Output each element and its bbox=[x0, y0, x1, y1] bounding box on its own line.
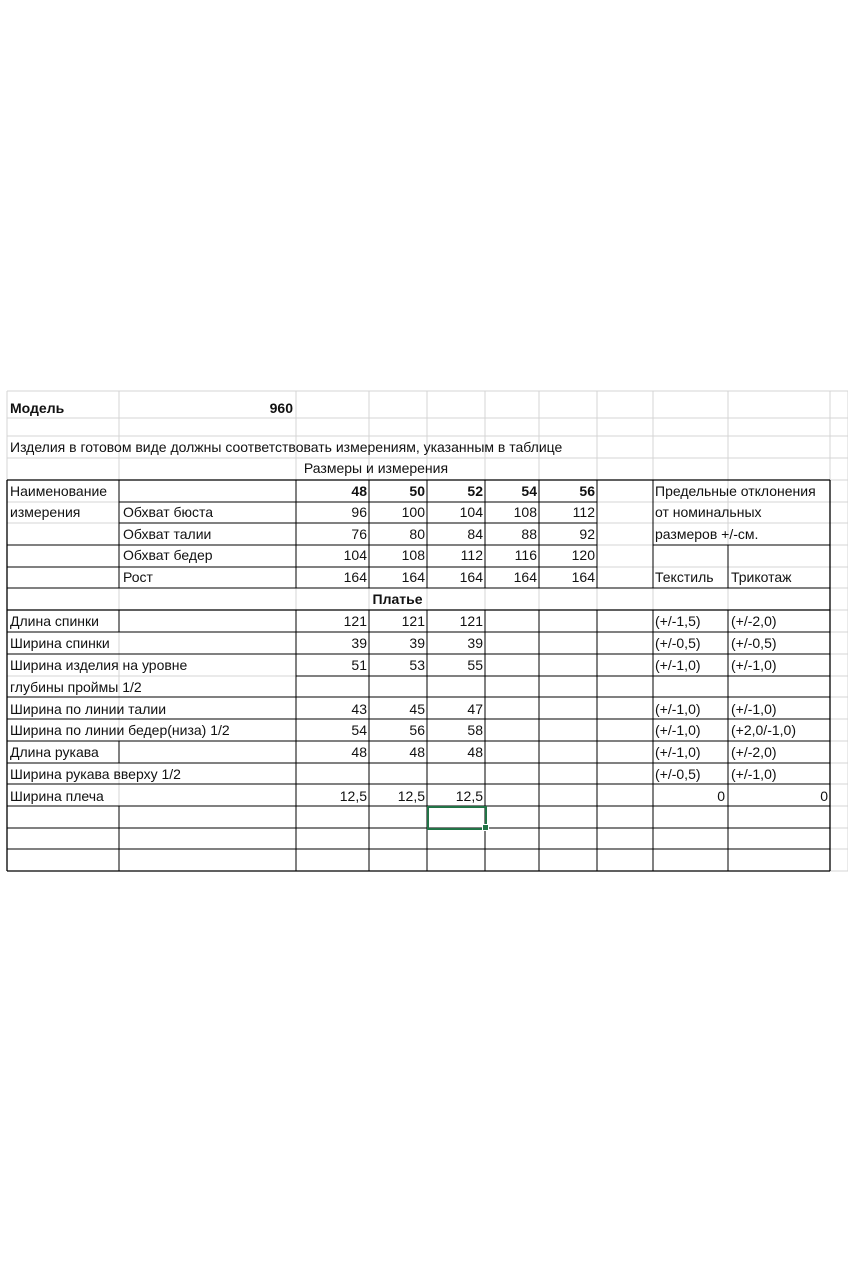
row-value[interactable]: 48 bbox=[467, 744, 483, 760]
row-label[interactable]: Ширина изделия на уровне bbox=[10, 657, 188, 673]
measure-value[interactable]: 108 bbox=[401, 547, 425, 563]
row-textile[interactable]: (+/-0,5) bbox=[655, 635, 701, 651]
deviation-header-line1[interactable]: Предельные отклонения bbox=[655, 483, 816, 499]
row-label[interactable]: Ширина плеча bbox=[10, 788, 104, 804]
size-50-header[interactable]: 50 bbox=[409, 483, 425, 499]
row-knit[interactable]: (+/-2,0) bbox=[731, 613, 777, 629]
sizes-header[interactable]: Размеры и измерения bbox=[303, 460, 449, 476]
measure-value[interactable]: 76 bbox=[351, 526, 367, 542]
row-textile[interactable]: (+/-0,5) bbox=[655, 766, 701, 782]
row-value[interactable]: 47 bbox=[467, 701, 483, 717]
size-52-header[interactable]: 52 bbox=[467, 483, 483, 499]
fill-handle[interactable] bbox=[482, 824, 489, 831]
measure-label[interactable]: Обхват бюста bbox=[123, 504, 214, 520]
row-value[interactable]: 121 bbox=[343, 613, 367, 629]
size-56-header[interactable]: 56 bbox=[579, 483, 595, 499]
row-knit[interactable]: (+/-2,0) bbox=[731, 744, 777, 760]
row-value[interactable]: 121 bbox=[459, 613, 483, 629]
measure-value[interactable]: 88 bbox=[521, 526, 537, 542]
row-label[interactable]: Ширина рукава вверху 1/2 bbox=[10, 766, 181, 782]
row-label[interactable]: Ширина по линии бедер(низа) 1/2 bbox=[10, 722, 230, 738]
measure-label[interactable]: Обхват бедер bbox=[123, 547, 213, 563]
row-value[interactable]: 12,5 bbox=[339, 788, 367, 804]
row-textile[interactable]: (+/-1,0) bbox=[655, 701, 701, 717]
row-label[interactable]: Ширина по линии талии bbox=[10, 701, 167, 717]
deviation-header-line3[interactable]: размеров +/-см. bbox=[655, 526, 759, 542]
note-text[interactable]: Изделия в готовом виде должны соответствовать измерениям, указанным в таблице bbox=[10, 439, 563, 455]
row-label[interactable]: глубины проймы 1/2 bbox=[10, 679, 142, 695]
row-value[interactable]: 58 bbox=[467, 722, 483, 738]
deviation-header-line2[interactable]: от номинальных bbox=[655, 504, 762, 520]
row-label[interactable]: Ширина спинки bbox=[10, 635, 110, 651]
measure-value[interactable]: 104 bbox=[343, 547, 367, 563]
name-header-line1[interactable]: Наименование bbox=[10, 483, 108, 499]
row-value[interactable]: 53 bbox=[409, 657, 425, 673]
row-textile[interactable]: (+/-1,0) bbox=[655, 744, 701, 760]
row-label[interactable]: Длина спинки bbox=[10, 613, 99, 629]
row-knit[interactable]: (+2,0/-1,0) bbox=[731, 722, 796, 738]
row-textile[interactable]: (+/-1,0) bbox=[655, 722, 701, 738]
measure-value[interactable]: 116 bbox=[514, 547, 537, 563]
row-value[interactable]: 55 bbox=[467, 657, 483, 673]
size-54-header[interactable]: 54 bbox=[521, 483, 537, 499]
measure-value[interactable]: 164 bbox=[401, 569, 425, 585]
row-value[interactable]: 39 bbox=[409, 635, 425, 651]
measure-value[interactable]: 84 bbox=[467, 526, 483, 542]
row-value[interactable]: 39 bbox=[467, 635, 483, 651]
measure-value[interactable]: 112 bbox=[460, 547, 483, 563]
selected-cell[interactable] bbox=[427, 806, 487, 830]
row-value[interactable]: 45 bbox=[409, 701, 425, 717]
measure-value[interactable]: 92 bbox=[579, 526, 595, 542]
row-knit[interactable]: (+/-1,0) bbox=[731, 657, 777, 673]
row-knit[interactable]: (+/-0,5) bbox=[731, 635, 777, 651]
row-label[interactable]: Длина рукава bbox=[10, 744, 99, 760]
measure-value[interactable]: 80 bbox=[409, 526, 425, 542]
measure-value[interactable]: 112 bbox=[572, 504, 595, 520]
row-value[interactable]: 121 bbox=[401, 613, 425, 629]
model-label[interactable]: Модель bbox=[10, 400, 65, 416]
model-number[interactable]: 960 bbox=[269, 400, 293, 416]
row-value[interactable]: 39 bbox=[351, 635, 367, 651]
row-value[interactable]: 56 bbox=[409, 722, 425, 738]
row-value[interactable]: 48 bbox=[409, 744, 425, 760]
measure-value[interactable]: 164 bbox=[459, 569, 483, 585]
row-knit[interactable]: 0 bbox=[820, 788, 828, 804]
size-48-header[interactable]: 48 bbox=[351, 483, 367, 499]
row-value[interactable]: 48 bbox=[351, 744, 367, 760]
row-value[interactable]: 54 bbox=[351, 722, 367, 738]
row-textile[interactable]: 0 bbox=[717, 788, 725, 804]
measure-value[interactable]: 120 bbox=[571, 547, 595, 563]
measure-value[interactable]: 164 bbox=[343, 569, 367, 585]
row-value[interactable]: 12,5 bbox=[455, 788, 483, 804]
measure-label[interactable]: Рост bbox=[123, 569, 153, 585]
knit-header[interactable]: Трикотаж bbox=[731, 569, 792, 585]
measure-value[interactable]: 108 bbox=[513, 504, 537, 520]
measure-value[interactable]: 96 bbox=[351, 504, 367, 520]
row-value[interactable]: 51 bbox=[351, 657, 367, 673]
section-title[interactable]: Платье bbox=[372, 591, 423, 607]
measure-value[interactable]: 164 bbox=[513, 569, 537, 585]
textile-header[interactable]: Текстиль bbox=[655, 569, 714, 585]
measure-value[interactable]: 164 bbox=[571, 569, 595, 585]
row-value[interactable]: 12,5 bbox=[397, 788, 425, 804]
row-textile[interactable]: (+/-1,5) bbox=[655, 613, 701, 629]
measure-value[interactable]: 104 bbox=[459, 504, 483, 520]
row-value[interactable]: 43 bbox=[351, 701, 367, 717]
row-textile[interactable]: (+/-1,0) bbox=[655, 657, 701, 673]
row-knit[interactable]: (+/-1,0) bbox=[731, 766, 777, 782]
measure-value[interactable]: 100 bbox=[401, 504, 425, 520]
measure-label[interactable]: Обхват талии bbox=[123, 526, 212, 542]
row-knit[interactable]: (+/-1,0) bbox=[731, 701, 777, 717]
name-header-line2[interactable]: измерения bbox=[10, 504, 81, 520]
